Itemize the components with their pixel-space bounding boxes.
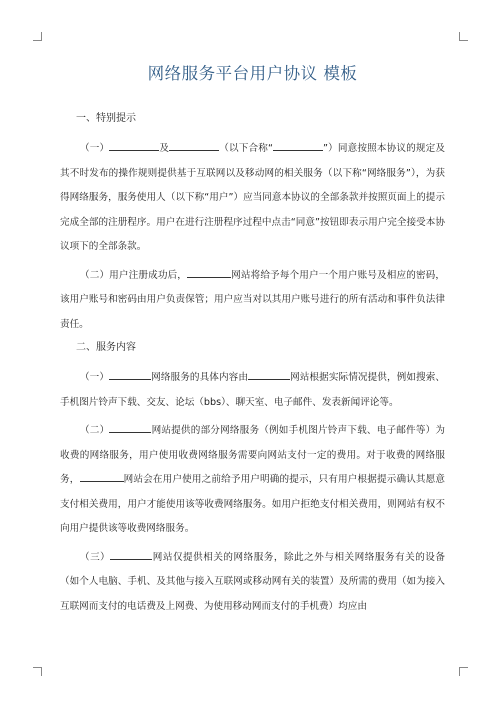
fill-in-blank[interactable] — [109, 141, 159, 151]
crop-mark-bottom-left — [33, 667, 42, 676]
text-run: （二） — [80, 425, 110, 436]
fill-in-blank[interactable] — [80, 472, 124, 482]
fill-in-blank[interactable] — [110, 550, 152, 560]
document-title: 网络服务平台用户协议 模板 — [147, 64, 358, 83]
fill-in-blank[interactable] — [248, 370, 290, 380]
text-run: （一） — [80, 143, 110, 154]
section-heading-service-content: 二、服务内容 — [76, 342, 136, 353]
text-run: 网站会在用户使用之前给予用户明确的提示，只有用户根据提示确认其愿意支付相关费用，用户才能使用该等收费网络服务。如用户拒绝支付相关费用，则网站有权不向用户提供该等收费网络服务。 — [60, 474, 446, 534]
document-page — [60, 62, 445, 623]
text-run: 及 — [159, 143, 170, 154]
paragraph-1-2 — [60, 264, 445, 338]
text-run: 网络服务的具体内容由 — [151, 372, 249, 383]
crop-mark-bottom-right — [459, 667, 468, 676]
paragraph-2-2 — [60, 419, 445, 542]
text-run: 网站将给予每个用户一个用户账号及相应的密码，该用户账号和密码由用户负责保管；用户应当对以其用户账号进行的所有活动和事件负法律责任。 — [60, 269, 445, 330]
crop-mark-top-right — [459, 32, 468, 41]
paragraph-1-1 — [60, 137, 445, 260]
crop-mark-top-left — [33, 32, 42, 41]
fill-in-blank[interactable] — [273, 141, 323, 151]
text-run: 网站根据实际情况提供，例如搜索、手机图片铃声下载、交友、论坛（bbs）、聊天室、电子邮件、发表新闻评论等。 — [60, 372, 446, 408]
text-run: （以下合称“ — [219, 143, 274, 154]
text-run: 网站提供的部分网络服务（例如手机图片铃声下载、电子邮件等）为收费的网络服务，用户使用收费网络服务需要向网站支付一定的费用。对于收费的网络服务， — [60, 425, 446, 485]
text-run: 网站仅提供相关的网络服务，除此之外与相关网络服务有关的设备（如个人电脑、手机、及其他与接入互联网或移动网有关的装置）及所需的费用（如为接入互联网而支付的电话费及上网费、为使用移动网而支付的手机费）均应由 — [60, 551, 445, 612]
fill-in-blank[interactable] — [109, 370, 151, 380]
text-run: ”）同意按照本协议的规定及其不时发布的操作规则提供基于互联网以及移动网的相关服务（以下称“网络服务”），为获得网络服务，服务使用人（以下称“用户”）应当同意本协议的全部条款并按照页面上的提示完成全部的注册程序。用户在进行注册程序过程中点击“同意”按钮即表示用户完全接受本协议项下的全部条款。 — [60, 143, 445, 252]
text-run: （二）用户注册成功后， — [80, 269, 187, 281]
section-heading-special-notice: 一、特别提示 — [76, 113, 136, 124]
fill-in-blank[interactable] — [187, 268, 231, 278]
text-run: （三） — [80, 551, 111, 563]
fill-in-blank[interactable] — [109, 423, 151, 433]
paragraph-2-3 — [60, 546, 445, 620]
paragraph-2-1 — [60, 366, 445, 415]
text-run: （一） — [80, 372, 110, 383]
fill-in-blank[interactable] — [169, 141, 219, 151]
